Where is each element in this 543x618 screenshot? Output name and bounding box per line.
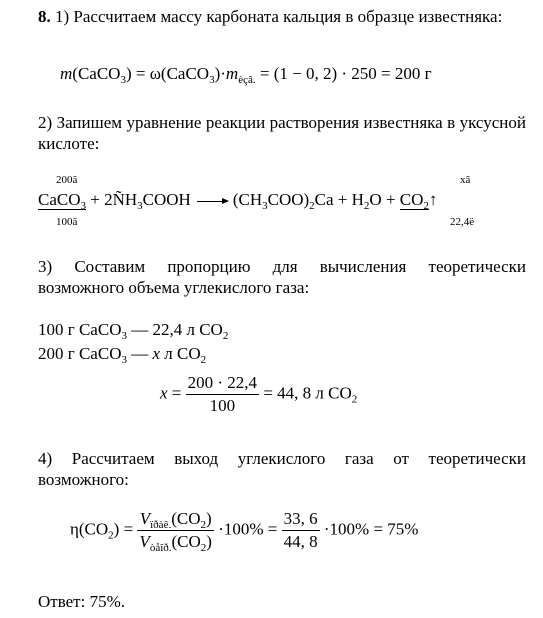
proportion-line-2: 200 г CaCO$_3$ — x л $CO_2$ (38, 344, 207, 366)
under-caco3: 100ã (56, 216, 78, 228)
step1-equation: m(CaCO$_3$) = $\omega(CaCO_3)\cdot m_{èçâ.} = (1 - 0$, 2) · 250 = 200 г (60, 64, 432, 86)
yield-calculation: $\eta(CO_2)$ = $\frac{V_{ïðàê.}(CO_2)}{V_{òåîð.}(CO_2)}$ ·100% = $\frac{33, 6}{44, 8}$ ·100% = 75% (70, 509, 419, 554)
yield-fraction-numeric: $\frac{33, 6}{44, 8}$ (283, 509, 318, 551)
reaction-equation: CaCO$_3$ + $2ÑH_3COOH$ $(CH_3COO)_2Ca + H_2O$ + $CO_2↑$ (38, 190, 438, 212)
problem-number: 8. (38, 7, 51, 26)
x-fraction: $\frac{200 \cdot 22,4}{100}$ (187, 373, 258, 415)
x-calculation: x = $\frac{200 \cdot 22,4}{100}$ = 44, 8 л $CO_2$ (160, 373, 358, 415)
step2-text: 2) Запишем уравнение реакции растворения известняка в уксусной кислоте: (38, 113, 526, 153)
reaction-arrow (197, 201, 227, 202)
gas-arrow-icon: ↑ (428, 190, 438, 209)
step1-text: 8. 1) Рассчитаем массу карбоната кальция в образце известняка: (38, 7, 503, 26)
answer: Ответ: 75%. (38, 592, 125, 611)
under-co2: 22,4ë (450, 216, 475, 228)
over-co2: xã (460, 174, 471, 186)
step3-text: 3) Составим пропорцию для вычисления теоретически возможного объема углекислого газа: (38, 257, 526, 297)
step4-text: 4) Рассчитаем выход углекислого газа от теоретически возможного: (38, 449, 526, 489)
yield-fraction-symbolic: $\frac{V_{ïðàê.}(CO_2)}{V_{òåîð.}(CO_2)}$ (139, 509, 212, 554)
proportion-line-1: 100 г CaCO$_3$ — 22,4 л $CO_2$ (38, 320, 229, 342)
over-caco3: 200ã (56, 174, 78, 186)
